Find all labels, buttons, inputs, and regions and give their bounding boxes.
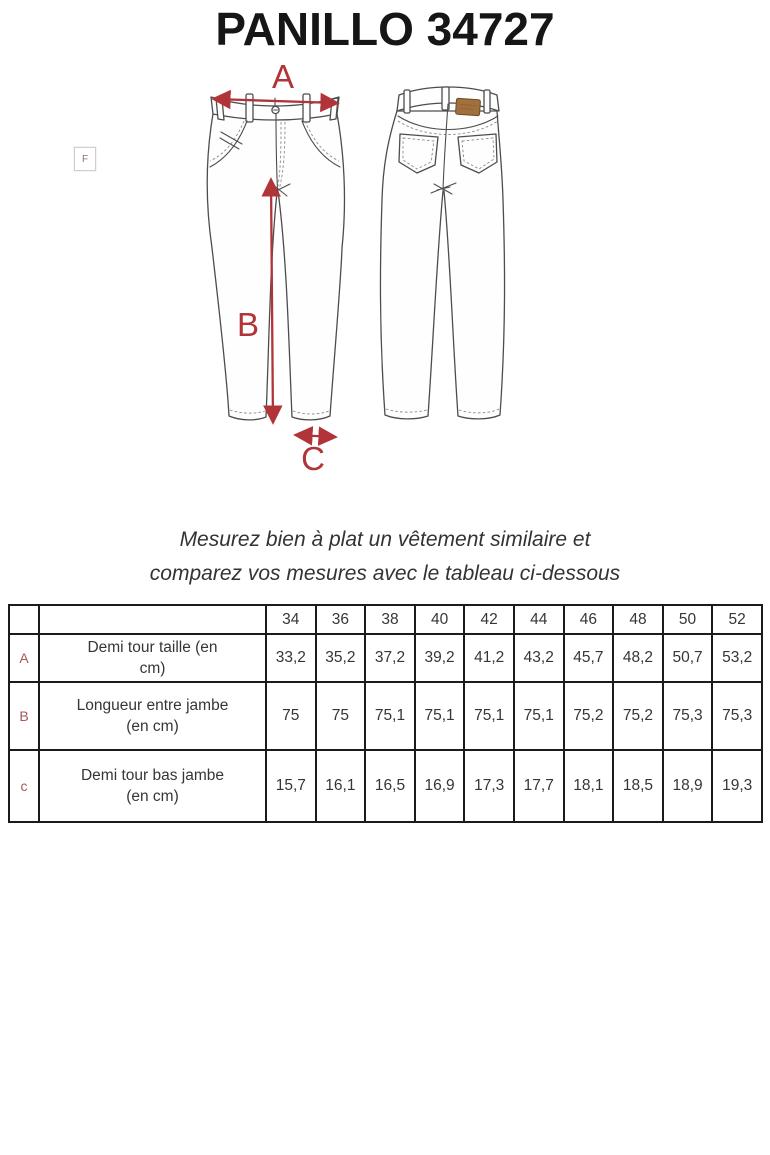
measurement-value: 33,2 (266, 634, 316, 682)
measurement-value: 16,9 (415, 750, 465, 822)
measurement-value: 35,2 (316, 634, 366, 682)
size-header: 34 (266, 605, 316, 634)
measure-label-c: C (301, 440, 325, 477)
measurement-value: 53,2 (712, 634, 762, 682)
measurement-value: 19,3 (712, 750, 762, 822)
size-table (8, 604, 763, 823)
placeholder-letter: F (81, 153, 89, 165)
row-letter: c (9, 750, 39, 822)
measurement-value: 37,2 (365, 634, 415, 682)
measurement-value: 50,7 (663, 634, 713, 682)
measurement-value: 18,5 (613, 750, 663, 822)
measurement-value: 75,3 (712, 682, 762, 750)
size-header: 46 (564, 605, 614, 634)
measurement-value: 18,9 (663, 750, 713, 822)
instruction-line-1: Mesurez bien à plat un vêtement similaire et (179, 528, 591, 551)
table-row-leg-opening (9, 750, 762, 822)
measurement-value: 75,1 (464, 682, 514, 750)
jeans-measurement-diagram (0, 0, 770, 490)
size-header: 48 (613, 605, 663, 634)
row-label: Demi tour taille (en cm) (39, 634, 266, 682)
measurement-value: 75 (266, 682, 316, 750)
measure-label-b: B (236, 306, 260, 343)
size-header: 44 (514, 605, 564, 634)
size-header: 52 (712, 605, 762, 634)
size-header: 50 (663, 605, 713, 634)
measurement-value: 75,1 (415, 682, 465, 750)
instruction-line-2: comparez vos mesures avec le tableau ci-dessous (149, 562, 621, 585)
measurement-value: 48,2 (613, 634, 663, 682)
measurement-value: 18,1 (564, 750, 614, 822)
corner-cell (9, 605, 39, 634)
row-label: Longueur entre jambe (en cm) (39, 682, 266, 750)
label-header-cell (39, 605, 266, 634)
table-row-waist (9, 634, 762, 682)
measurement-value: 16,1 (316, 750, 366, 822)
jeans-back-drawing (380, 87, 504, 419)
measurement-value: 75,1 (514, 682, 564, 750)
measurement-value: 75,1 (365, 682, 415, 750)
size-table-header-row (9, 605, 762, 634)
size-header: 36 (316, 605, 366, 634)
table-row-inseam (9, 682, 762, 750)
measurement-value: 15,7 (266, 750, 316, 822)
measurement-value: 75,3 (663, 682, 713, 750)
row-letter: B (9, 682, 39, 750)
measurement-value: 17,3 (464, 750, 514, 822)
page-title: PANILLO 34727 (215, 3, 555, 55)
jeans-front-drawing (207, 94, 344, 420)
row-letter: A (9, 634, 39, 682)
row-label: Demi tour bas jambe (en cm) (39, 750, 266, 822)
size-header: 40 (415, 605, 465, 634)
size-header: 42 (464, 605, 514, 634)
measure-label-a: A (271, 58, 295, 95)
measurement-value: 16,5 (365, 750, 415, 822)
leather-patch (455, 98, 480, 116)
front-button (272, 106, 279, 113)
measurement-value: 75,2 (564, 682, 614, 750)
front-body (207, 114, 344, 420)
measurement-value: 75 (316, 682, 366, 750)
measure-arrow-c (296, 435, 335, 437)
measurement-value: 75,2 (613, 682, 663, 750)
measurement-value: 39,2 (415, 634, 465, 682)
measurement-value: 45,7 (564, 634, 614, 682)
measurement-value: 41,2 (464, 634, 514, 682)
measure-instruction (0, 523, 770, 591)
measurement-value: 17,7 (514, 750, 564, 822)
measurement-value: 43,2 (514, 634, 564, 682)
size-header: 38 (365, 605, 415, 634)
